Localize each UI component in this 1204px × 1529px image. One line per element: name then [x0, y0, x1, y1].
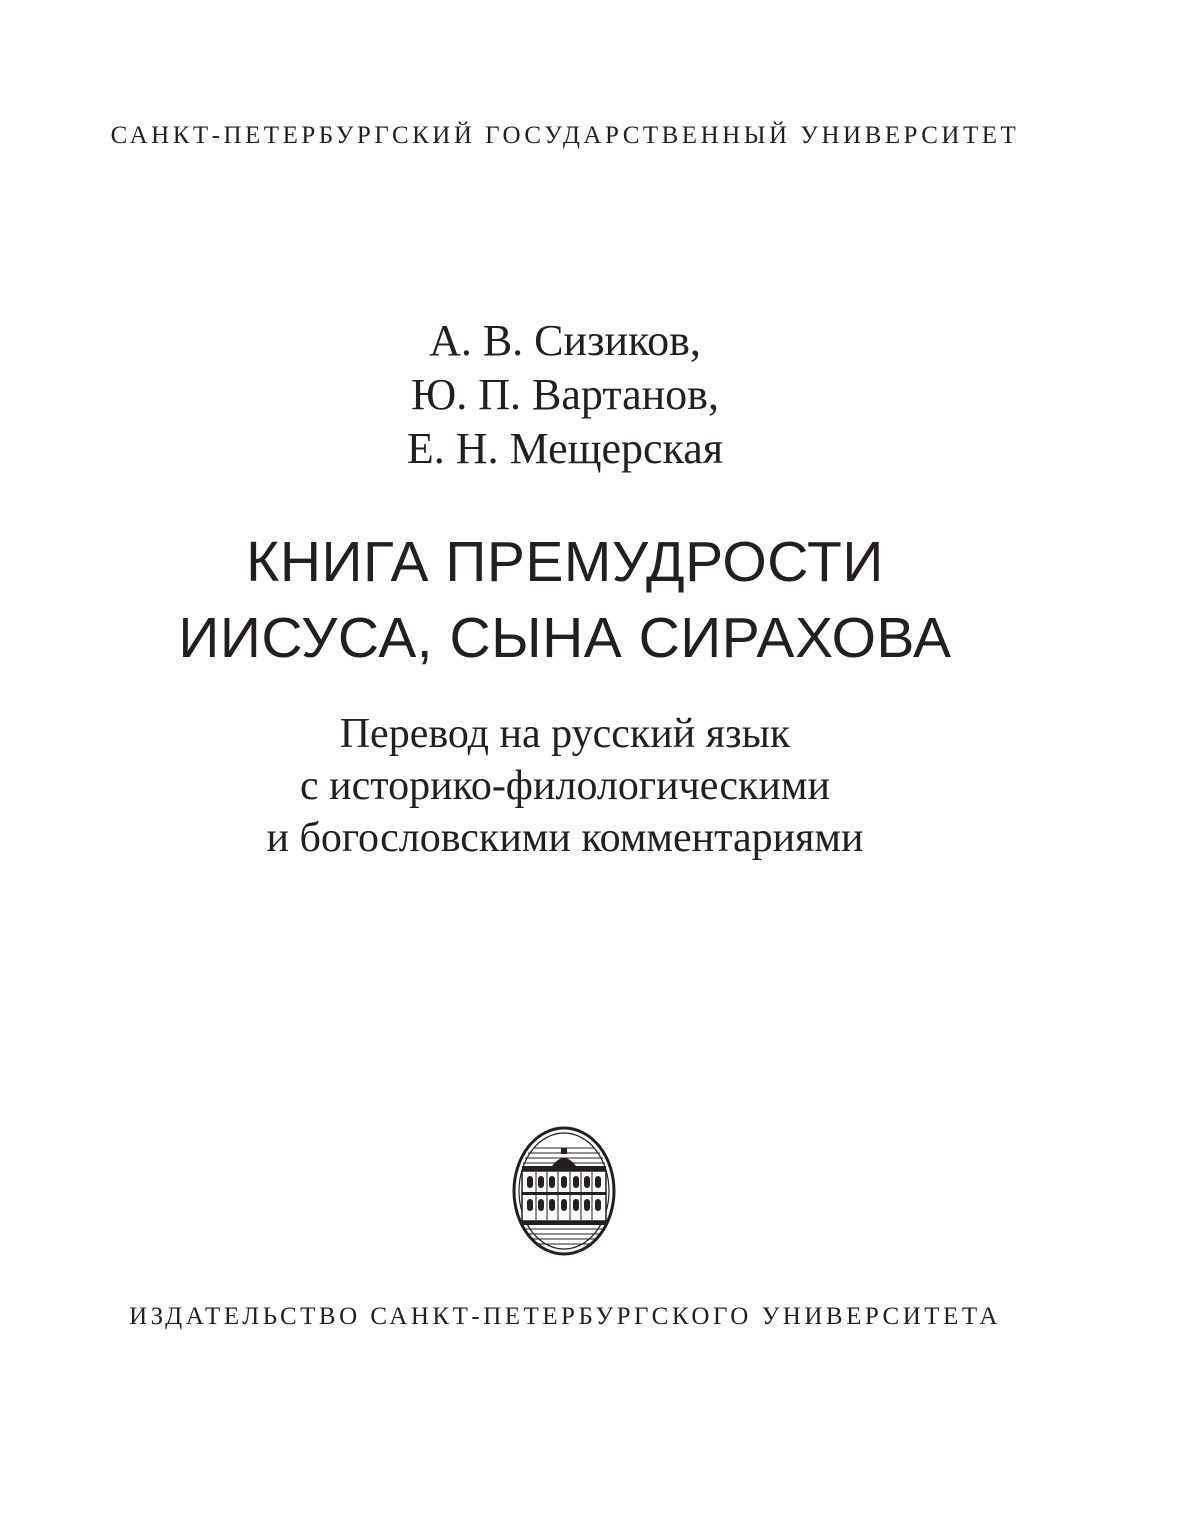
authors-block	[0, 314, 1130, 476]
book-subtitle-line-2: с историко-филологическими	[300, 763, 830, 809]
book-subtitle	[0, 708, 1130, 864]
book-title-line-2: ИИСУСА, СЫНА СИРАХОВА	[178, 606, 952, 670]
university-building-emblem-icon	[512, 1126, 616, 1256]
author-2: Ю. П. Вартанов,	[411, 370, 719, 419]
publisher-name: ИЗДАТЕЛЬСТВО САНКТ-ПЕТЕРБУРГСКОГО УНИВЕРСИТЕТА	[129, 1303, 1001, 1330]
book-title-line-1: КНИГА ПРЕМУДРОСТИ	[246, 530, 884, 594]
author-1: А. В. Сизиков,	[429, 316, 701, 365]
book-subtitle-line-3: и богословскими комментариями	[266, 815, 864, 861]
university-name: САНКТ-ПЕТЕРБУРГСКИЙ ГОСУДАРСТВЕННЫЙ УНИВЕРСИТЕТ	[110, 122, 1020, 149]
author-3: Е. Н. Мещерская	[406, 424, 724, 473]
book-subtitle-line-1: Перевод на русский язык	[339, 711, 791, 757]
book-title	[0, 524, 1130, 676]
